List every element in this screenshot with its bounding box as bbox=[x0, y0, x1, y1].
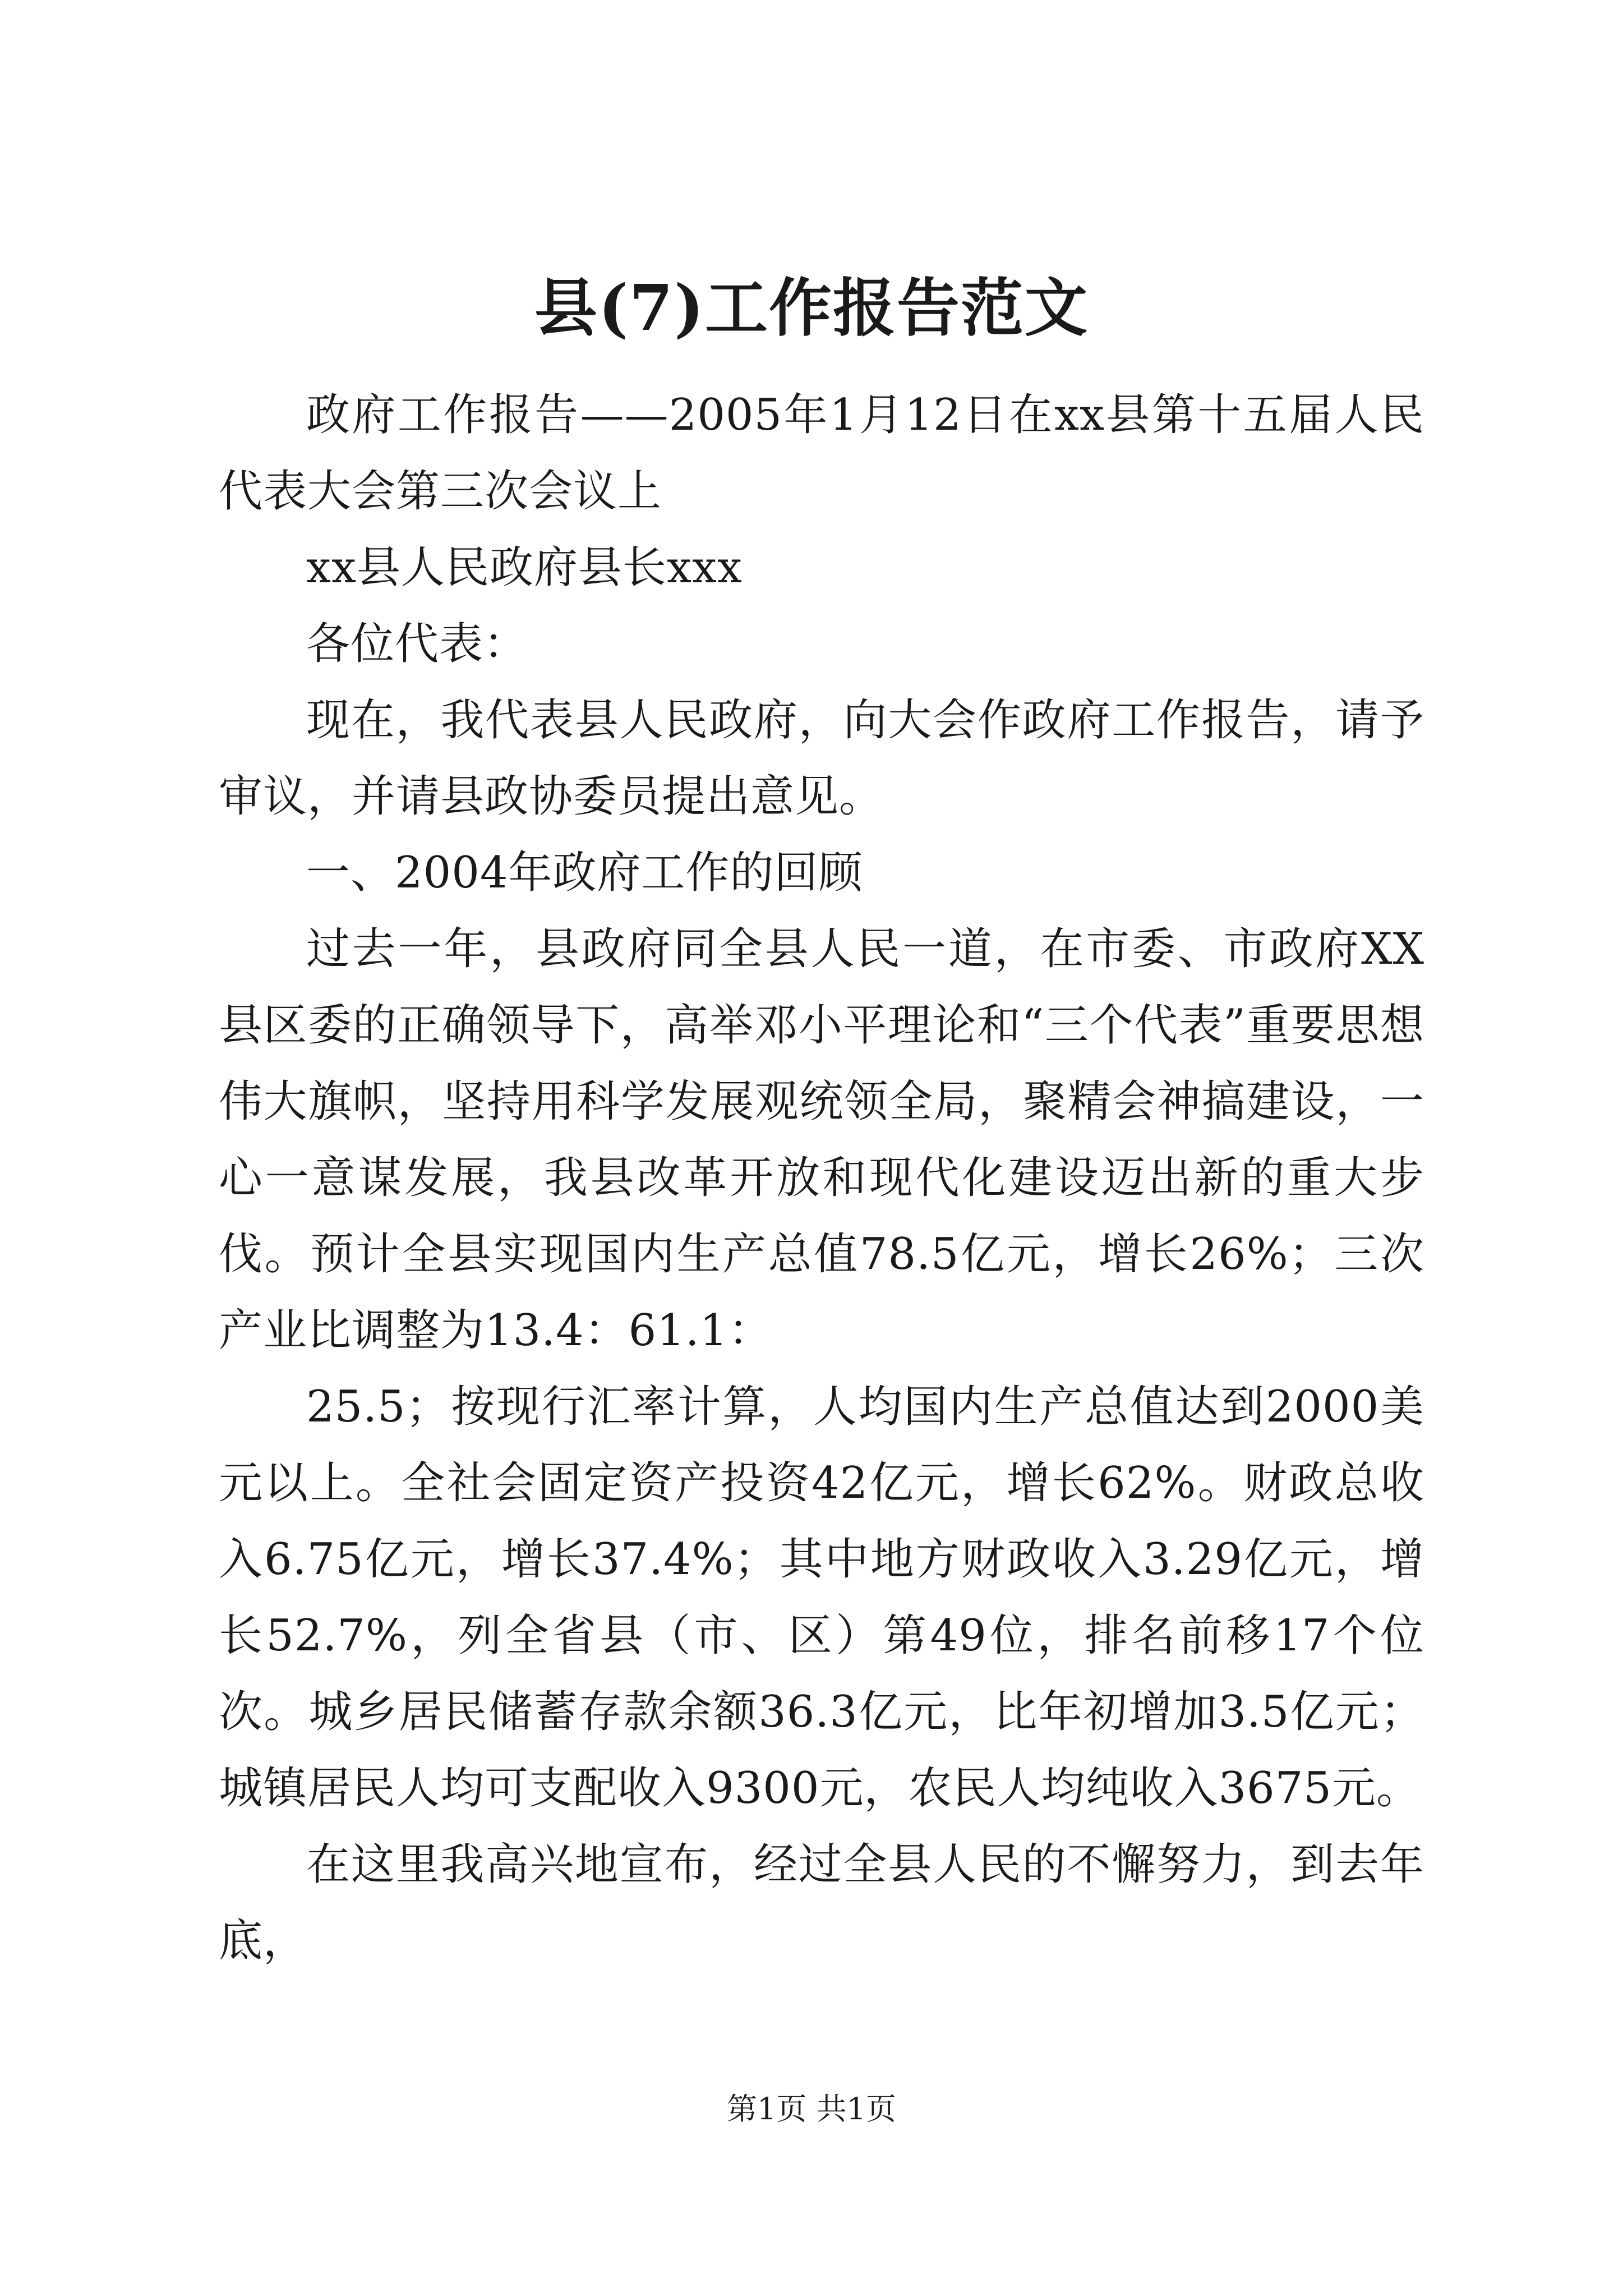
paragraph-salutation: 各位代表： bbox=[306, 619, 528, 669]
paragraph-report-heading: 政府工作报告——2005年1月12日在xx县第十五届人民代表大会第三次会议上 bbox=[219, 390, 1424, 517]
paragraph-author: xx县人民政府县长xxx bbox=[306, 542, 743, 593]
paragraph-section-heading: 一、2004年政府工作的回顾 bbox=[306, 848, 863, 898]
paragraph-announcement: 在这里我高兴地宣布，经过全县人民的不懈努力，到去年底， bbox=[219, 1839, 1424, 1966]
paragraph-review: 过去一年，县政府同全县人民一道，在市委、市政府XX县区委的正确领导下，高举邓小平理论和“三个代表”重要思想伟大旗帜，坚持用科学发展观统领全局，聚精会神搞建设，一心一意谋发展，我县改革开放和现代化建设迈出新的重大步伐。预计全县实现国内生产总值78.5亿元，增长26%；三次产业比调整为13.4：61.1： bbox=[219, 924, 1424, 1356]
page-footer: 第1页 共1页 bbox=[727, 2091, 896, 2127]
document-title: 县(7)工作报告范文 bbox=[534, 272, 1089, 345]
document-body bbox=[219, 377, 1424, 1979]
paragraph-statistics: 25.5；按现行汇率计算，人均国内生产总值达到2000美元以上。全社会固定资产投资42亿元，增长62%。财政总收入6.75亿元，增长37.4%；其中地方财政收入3.29亿元，增长52.7%，列全省县（市、区）第49位，排名前移17个位次。城乡居民储蓄存款余额36.3亿元，比年初增加3.5亿元；城镇居民人均可支配收入9300元，农民人均纯收入3675元。 bbox=[219, 1382, 1424, 1814]
paragraph-intro: 现在，我代表县人民政府，向大会作政府工作报告，请予审议，并请县政协委员提出意见。 bbox=[219, 695, 1424, 822]
